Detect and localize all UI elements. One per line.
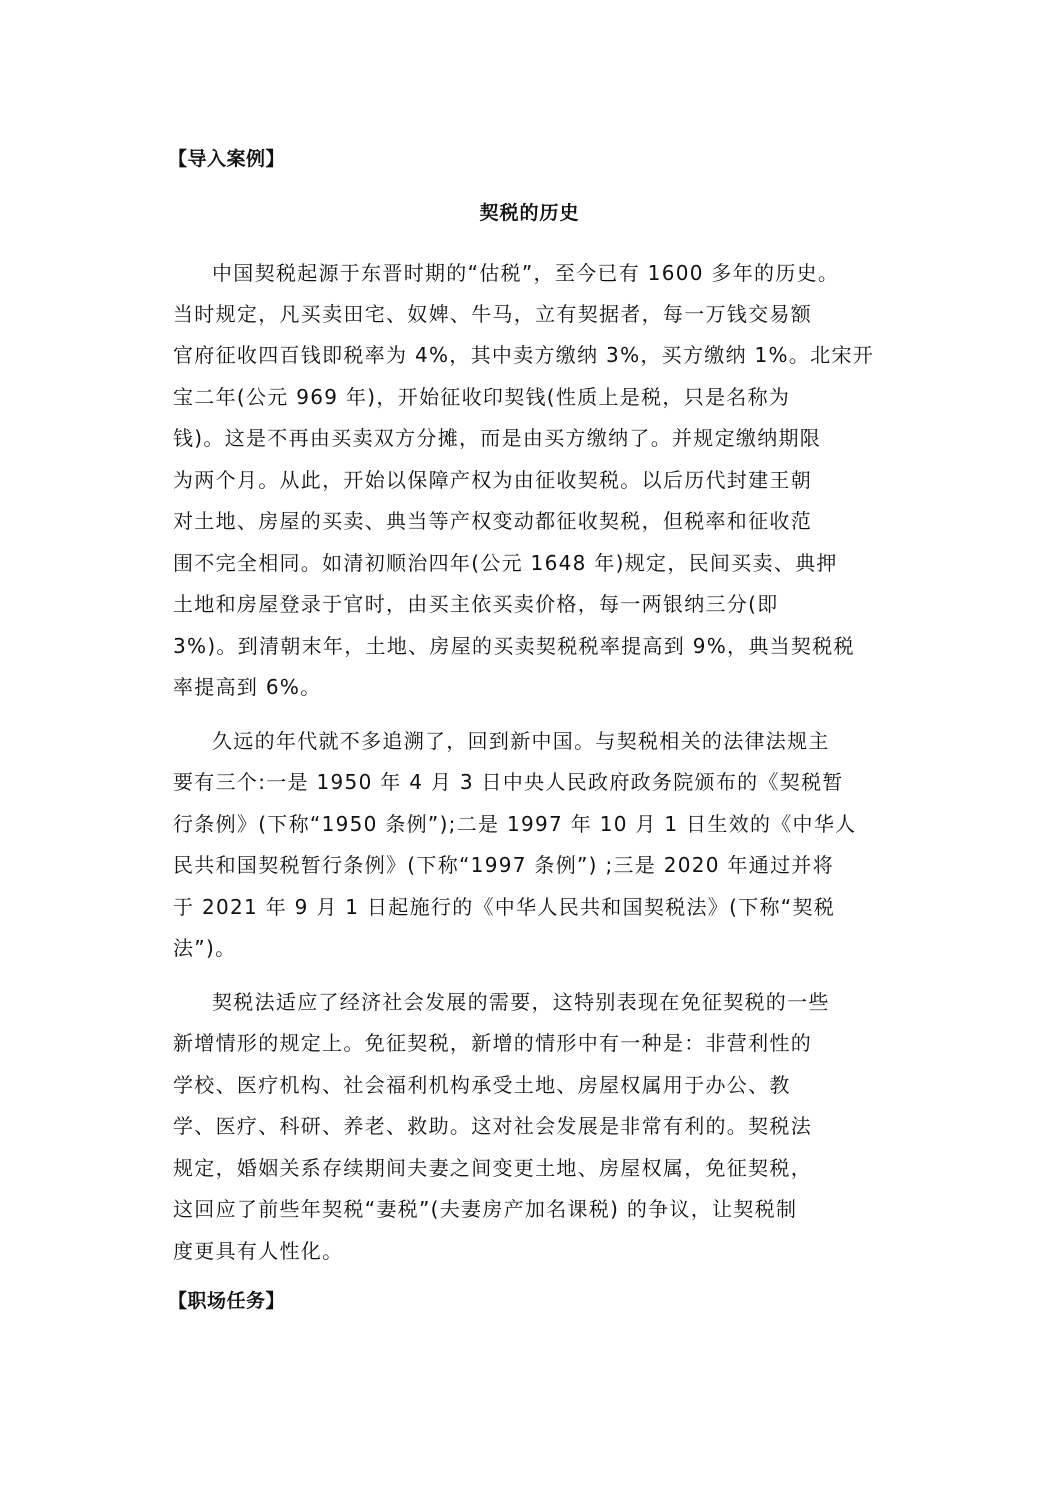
paragraph-line: 中国契税起源于东晋时期的“估税”，至今已有 1600 多年的历史。 — [212, 261, 840, 285]
paragraph-line: 于 2021 年 9 月 1 日起施行的《中华人民共和国契税法》(下称“契税 — [173, 895, 836, 919]
paragraph-line: 新增情形的规定上。免征契税，新增的情形中有一种是：非营利性的 — [173, 1031, 812, 1055]
document-title: 契税的历史 — [479, 202, 580, 224]
paragraph-line: 围不完全相同。如清初顺治四年(公元 1648 年)规定，民间买卖、典押 — [173, 551, 838, 575]
paragraph-line: 度更具有人性化。 — [173, 1239, 344, 1263]
paragraph-line: 钱)。这是不再由买卖双方分摊，而是由买方缴纳了。并规定缴纳期限 — [173, 426, 822, 450]
paragraph-line: 久远的年代就不多追溯了，回到新中国。与契税相关的法律法规主 — [212, 729, 830, 753]
workplace-task-heading: 【职场任务】 — [168, 1290, 286, 1312]
paragraph-line: 行条例》(下称“1950 条例”);二是 1997 年 10 月 1 日生效的《中华人 — [173, 812, 857, 836]
paragraph-line: 宝二年(公元 969 年)，开始征收印契钱(性质上是税，只是名称为 — [173, 385, 791, 409]
paragraph-line: 要有三个:一是 1950 年 4 月 3 日中央人民政府政务院颁布的《契税暂 — [173, 770, 844, 794]
paragraph-line: 为两个月。从此，开始以保障产权为由征收契税。以后历代封建王朝 — [173, 468, 812, 492]
intro-case-heading: 【导入案例】 — [168, 148, 286, 170]
paragraph-line: 民共和国契税暂行条例》(下称“1997 条例”) ;三是 2020 年通过并将 — [173, 853, 834, 877]
paragraph-line: 对土地、房屋的买卖、典当等产权变动都征收契税，但税率和征收范 — [173, 509, 812, 533]
paragraph-line: 这回应了前些年契税“妻税”(夫妻房产加名课税) 的争议，让契税制 — [173, 1197, 798, 1221]
paragraph-line: 3%)。到清朝末年，土地、房屋的买卖契税税率提高到 9%，典当契税税 — [173, 634, 855, 658]
paragraph-line: 当时规定，凡买卖田宅、奴婢、牛马，立有契据者，每一万钱交易额 — [173, 302, 812, 326]
paragraph-line: 土地和房屋登录于官时，由买主依买卖价格，每一两银纳三分(即 — [173, 592, 779, 616]
paragraph-line: 规定，婚姻关系存续期间夫妻之间变更土地、房屋权属，免征契税， — [173, 1156, 812, 1180]
paragraph-line: 法”)。 — [173, 936, 237, 960]
paragraph-line: 契税法适应了经济社会发展的需要，这特别表现在免征契税的一些 — [212, 990, 830, 1014]
paragraph-line: 学、医疗、科研、养老、救助。这对社会发展是非常有利的。契税法 — [173, 1114, 812, 1138]
paragraph-line: 学校、医疗机构、社会福利机构承受土地、房屋权属用于办公、教 — [173, 1073, 791, 1097]
paragraph-line: 率提高到 6%。 — [173, 675, 322, 699]
paragraph-line: 官府征收四百钱即税率为 4%，其中卖方缴纳 3%，买方缴纳 1%。北宋开 — [173, 343, 875, 367]
